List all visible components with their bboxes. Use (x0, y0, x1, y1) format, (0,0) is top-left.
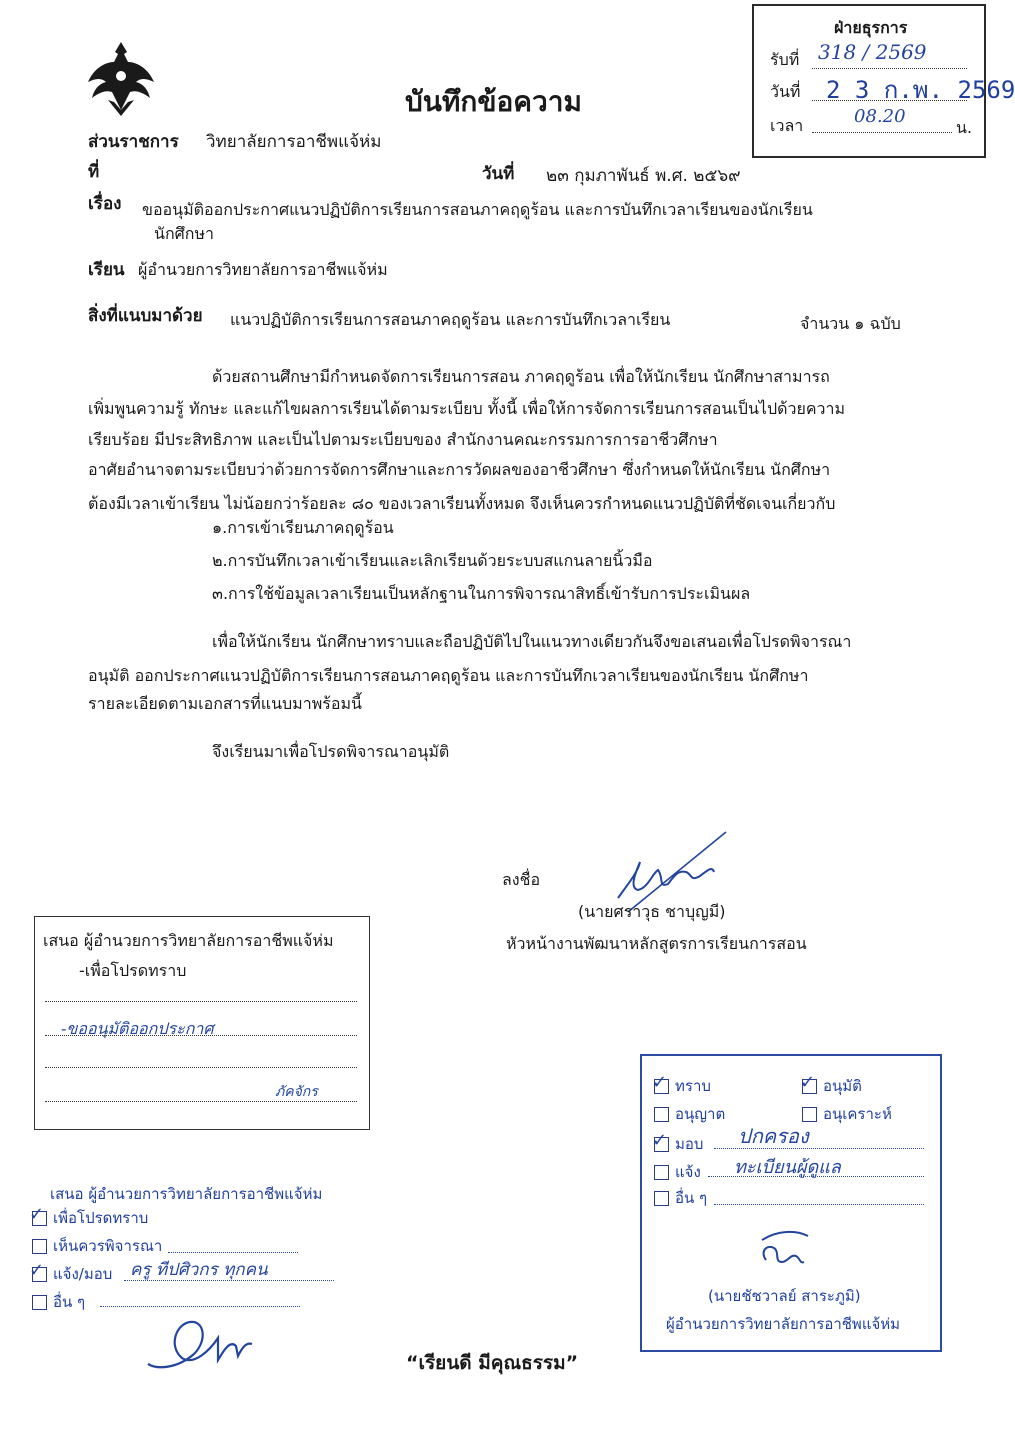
date-label: วันที่ (482, 164, 515, 184)
stamp-right-approve: ✓ อนุมัติ (800, 1072, 862, 1095)
checkbox-checked: ✓ (800, 1072, 816, 1093)
director-order-stamp (640, 1054, 942, 1352)
stamp-right-other: อื่น ๆ (654, 1186, 707, 1210)
receipt-time-value: 08.20 (854, 106, 906, 127)
list-item: ๓.การใช้ข้อมูลเวลาเรียนเป็นหลักฐานในการพิจารณาสิทธิ์เข้ารับการประเมินผล (212, 584, 751, 603)
attach-count: จำนวน ๑ ฉบับ (800, 314, 901, 333)
checkbox-checked: ✓ (32, 1267, 47, 1282)
list-item: ๑.การเข้าเรียนภาคฤดูร้อน (212, 518, 394, 537)
director-signature-left (138, 1310, 268, 1380)
stamp-left-opt1: ✓ เพื่อโปรดทราบ (29, 1204, 149, 1227)
para1-line4: อาศัยอำนาจตามระเบียบว่าด้วยการจัดการศึกษาและการวัดผลของอาชีวศึกษา ซึ่งกำหนดให้นักเรียน นักศึกษา (88, 460, 831, 479)
signer-name: (นายศราวุธ ชาบุญมี) (578, 902, 726, 921)
stamp-right-assign-hand: ปกครอง (738, 1124, 809, 1148)
receipt-time-label: เวลา (770, 116, 804, 135)
subject-line2: นักศึกษา (154, 224, 214, 243)
stamp-left-header: เสนอ ผู้อำนวยการวิทยาลัยการอาชีพแจ้ห่ม (50, 1185, 323, 1203)
stamp-right-ack: ✓ ทราบ (652, 1072, 711, 1095)
subject-line1: ขออนุมัติออกประกาศแนวปฏิบัติการเรียนการสอนภาคฤดูร้อน และการบันทึกเวลาเรียนของนักเรียน (142, 200, 813, 219)
proposal-hand-note: -ขออนุมัติออกประกาศ (61, 1019, 214, 1038)
checkbox (654, 1107, 669, 1122)
stamp-left-opt3-hand: ครู ทีปศิวกร ทุกคน (130, 1260, 268, 1280)
stamp-left-opt2: เห็นควรพิจารณา (32, 1234, 162, 1258)
closing: จึงเรียนมาเพื่อโปรดพิจารณาอนุมัติ (212, 742, 450, 761)
para2-line3: รายละเอียดตามเอกสารที่แนบมาพร้อมนี้ (88, 694, 362, 713)
dept-value: วิทยาลัยการอาชีพแจ้ห่ม (206, 132, 382, 152)
para2-line1: เพื่อให้นักเรียน นักศึกษาทราบและถือปฏิบัติไปในแนวทางเดียวกันจึงขอเสนอเพื่อโปรดพิจารณา (212, 632, 852, 651)
para2-line2: อนุมัติ ออกประกาศแนวปฏิบัติการเรียนการสอนภาคฤดูร้อน และการบันทึกเวลาเรียนของนักเรียน นักศึกษา (88, 666, 809, 685)
signer-position: หัวหน้างานพัฒนาหลักสูตรการเรียนการสอน (506, 934, 807, 953)
para1-line2: เพิ่มพูนความรู้ ทักษะ และแก้ไขผลการเรียนได้ตามระเบียบ ทั้งนี้ เพื่อให้การจัดการเรียนการสอนเป็นไปด้วยความ (88, 399, 846, 418)
checkbox-checked: ✓ (652, 1130, 668, 1151)
date-value: ๒๓ กุมภาพันธ์ พ.ศ. ๒๕๖๙ (546, 166, 741, 186)
receipt-date-value: 2 3 ก.พ. 2569 (826, 76, 1015, 104)
checkbox (32, 1239, 47, 1254)
receipt-date-label: วันที่ (770, 82, 801, 101)
para1-line1: ด้วยสถานศึกษามีกำหนดจัดการเรียนการสอน ภาคฤดูร้อน เพื่อให้นักเรียน นักศึกษาสามารถ (212, 367, 830, 386)
stamp-left-opt3: ✓ แจ้ง/มอบ (29, 1260, 113, 1283)
attach-label: สิ่งที่แนบมาด้วย (88, 306, 203, 326)
para1-line5: ต้องมีเวลาเข้าเรียน ไม่น้อยกว่าร้อยละ ๘๐ ของเวลาเรียนทั้งหมด จึงเห็นควรกำหนดแนวปฏิบัติที่ชัดเจนเกี่ยวกับ (88, 494, 836, 513)
sign-label: ลงชื่อ (502, 870, 541, 889)
receipt-time-unit: น. (956, 118, 973, 137)
stamp-right-notify: แจ้ง (654, 1160, 701, 1184)
document-title: บันทึกข้อความ (405, 85, 582, 118)
stamp-right-permit: อนุญาต (654, 1102, 725, 1126)
dept-label: ส่วนราชการ (88, 132, 179, 152)
proposal-box (34, 916, 370, 1130)
checkbox (32, 1295, 47, 1310)
receipt-stamp (752, 4, 1015, 158)
subject-label: เรื่อง (88, 194, 122, 214)
stamp-right-support: อนุเคราะห์ (802, 1102, 892, 1126)
checkbox-checked: ✓ (652, 1072, 668, 1093)
stamp-right-notify-hand: ทะเบียนผู้ดูแล (734, 1157, 841, 1178)
to-label: เรียน (88, 260, 125, 280)
list-item: ๒.การบันทึกเวลาเข้าเรียนและเลิกเรียนด้วยระบบสแกนลายนิ้วมือ (212, 551, 653, 570)
to-value: ผู้อำนวยการวิทยาลัยการอาชีพแจ้ห่ม (138, 260, 388, 279)
garuda-emblem (86, 40, 156, 118)
proposal-hand-sign: ภัคจักร (275, 1084, 318, 1100)
receipt-no-label: รับที่ (770, 50, 800, 69)
checkbox (654, 1191, 669, 1206)
stamp-right-assign: ✓ มอบ (652, 1130, 704, 1153)
stamp-right-position: ผู้อำนวยการวิทยาลัยการอาชีพแจ้ห่ม (666, 1315, 901, 1333)
checkbox (654, 1165, 669, 1180)
receipt-title: ฝ่ายธุรการ (834, 18, 908, 37)
receipt-no-value: 318 / 2569 (818, 40, 927, 64)
para1-line3: เรียบร้อย มีประสิทธิภาพ และเป็นไปตามระเบียบของ สำนักงานคณะกรรมการการอาชีวศึกษา (88, 430, 718, 449)
proposal-line2: -เพื่อโปรดทราบ (79, 961, 187, 980)
director-signature-right (752, 1224, 822, 1272)
proposal-line1: เสนอ ผู้อำนวยการวิทยาลัยการอาชีพแจ้ห่ม (43, 931, 334, 950)
ref-label: ที่ (88, 162, 100, 182)
attach-value: แนวปฏิบัติการเรียนการสอนภาคฤดูร้อน และการบันทึกเวลาเรียน (230, 310, 671, 329)
stamp-left-opt4: อื่น ๆ (32, 1290, 85, 1314)
motto: “เรียนดี มีคุณธรรม” (406, 1352, 579, 1374)
stamp-right-name: (นายชัชวาลย์ สาระภูมิ) (708, 1287, 861, 1305)
checkbox-checked: ✓ (32, 1211, 47, 1226)
